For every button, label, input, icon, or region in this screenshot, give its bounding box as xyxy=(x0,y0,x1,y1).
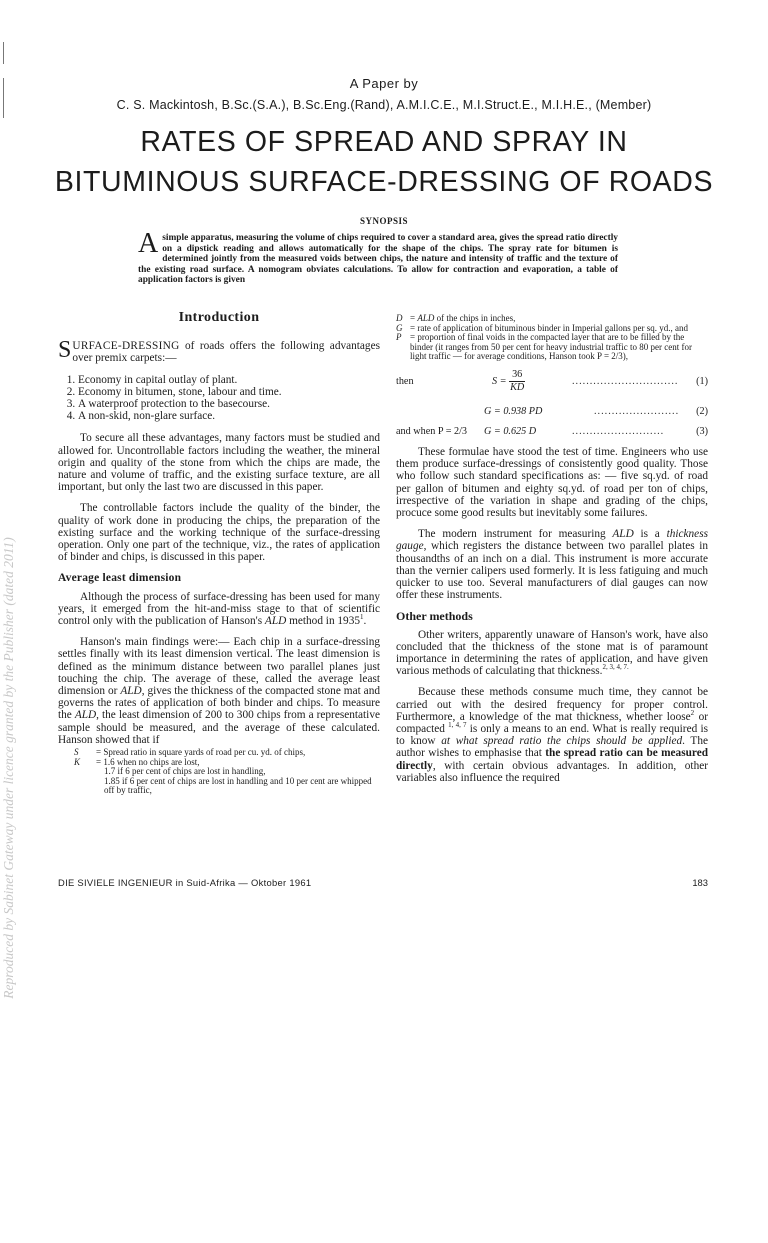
reference-marker: 1, 4, 7 xyxy=(448,721,467,730)
paragraph: These formulae have stood the test of time. Engineers who use them produce surface-dressings of consistently good quality. Those who follow such standard specifications as: — five sq.yd. of road per gallon of bitumen and eighty sq.yd. of road per ton of chips, irrespective of the variation in shape and grading of the chips, procuce some good results but inevitably some failures. xyxy=(396,445,708,519)
text-run: , with certain obvious advantages. In addition, other variables also influence the required xyxy=(396,759,708,784)
definitions-list xyxy=(396,314,708,362)
leader-dots: .......................... xyxy=(572,425,665,437)
equation-1 xyxy=(396,362,708,402)
paragraph xyxy=(58,636,380,746)
subheading-other-methods: Other methods xyxy=(396,609,473,624)
definition-continuation: 1.85 if 6 per cent of chips are lost in handling and 10 per cent are whipped off by traffic, xyxy=(104,775,372,796)
reference-marker: 2, 3, 4, 7. xyxy=(602,663,629,672)
paper-title xyxy=(0,122,768,202)
definition-symbol: D xyxy=(396,313,403,323)
drop-cap: S xyxy=(58,337,72,364)
equation-lhs: S = xyxy=(492,376,507,388)
fraction-numerator: 36 xyxy=(509,369,525,382)
text-run: . xyxy=(363,615,367,628)
paragraph: To secure all these advantages, many factors must be studied and allowed for. Uncontrollable factors including the weather, the mineral origin and quality of the stone from which the chips are made, the nature and volume of traffic, and the existing surface texture, are all important, but only the last two are discussed in this paper. xyxy=(58,432,380,494)
text-run: or compacted xyxy=(396,710,708,736)
equation-lead: then xyxy=(396,375,414,387)
text-run: The modern instrument for measuring xyxy=(418,528,613,541)
equation-lead: and when P = 2/3 xyxy=(396,425,468,437)
synopsis-body: simple apparatus, measuring the volume of chips required to cover a standard area, gives the spread ratio directly on a dipstick reading and allows automatically for the shape of the chips. The spray rate for bitumen is determined jointly from the measured voids between chips, the nature and intensity of traffic and the texture of the existing road surface. A nomogram obviates calculations. To allow for contraction and evaporation, a table of application factors is given xyxy=(138,233,618,286)
reference-marker: 1 xyxy=(360,613,364,622)
text-run: = xyxy=(410,313,418,323)
equation-number: (2) xyxy=(696,405,708,417)
author-line: C. S. Mackintosh, B.Sc.(S.A.), B.Sc.Eng.(Rand), A.M.I.C.E., M.I.Struct.E., M.I.H.E., (Member) xyxy=(116,98,652,112)
title-line-1: RATES OF SPREAD AND SPRAY IN xyxy=(140,126,628,158)
section-heading-introduction: Introduction xyxy=(178,310,260,325)
text-run: Other writers, apparently unaware of Hanson's work, have also concluded that the thickness of the stone mat is of paramount importance in determining the rates of application, and have given various methods of calculating that thickness. xyxy=(396,628,708,678)
equation-number: (3) xyxy=(696,425,708,437)
text-run: method in 1935 xyxy=(286,615,361,628)
left-column xyxy=(58,312,380,796)
text-run: , gives the thickness of the compacted stone mat and governs the rates of application of both binder and chips. To measure the xyxy=(58,685,380,722)
reference-marker: 2 xyxy=(690,709,695,718)
footer-journal: DIE SIVIELE INGENIEUR in Suid-Afrika — Oktober 1961 xyxy=(58,877,312,888)
text-run: ALD xyxy=(264,615,287,628)
text-run: ALD xyxy=(612,528,634,541)
text-run: is only a means to an end. What is really required is to know xyxy=(396,723,708,748)
text-run: Because these methods consume much time, they cannot be carried out with the desired frequency for proper control. Furthermore, a knowledge of the mat thickness, whether loose xyxy=(396,686,708,723)
intro-text: of roads offers the following advantages over premix carpets:— xyxy=(72,340,380,365)
equation-3 xyxy=(396,422,708,442)
title-line-2: BITUMINOUS SURFACE-DRESSING OF ROADS xyxy=(54,166,714,198)
text-run: the spread ratio can be measured directly xyxy=(396,747,708,772)
text-run: , which registers the distance between two parallel plates in thousandths of an inch on a dial. This instrument is more accurate than the vernier calipers used formerly. It is less fatiguing and much quicker to use too. Several manufacturers of dial gauges can now offer these instruments. xyxy=(396,540,708,602)
paragraph xyxy=(58,591,380,628)
equation-2 xyxy=(396,402,708,422)
licence-notice: Reproduced by Sabinet Gateway under licence granted by the Publisher (dated 2011) xyxy=(1,537,16,999)
text-run: Although the process of surface-dressing has been used for many years, it emerged from the hit-and-miss stage to that of scientific control only with the publication of Hanson's xyxy=(58,590,380,628)
drop-cap: A xyxy=(138,228,159,259)
text-run: is a xyxy=(633,528,667,541)
definition-text: = 1.6 when no chips are lost, xyxy=(96,756,200,767)
equation-body: G = 0.938 PD xyxy=(484,405,543,417)
paragraph: The controllable factors include the quality of the binder, the quality of work done in producing the chips, the preparation of the existing surface and the working technique of the surface-dressing operation. Only one part of the technique, viz., the rates of application of binder and chips, is discussed in this paper. xyxy=(58,502,380,564)
text-run: at what spread ratio the chips should be applied xyxy=(441,735,683,748)
paragraph xyxy=(396,686,708,784)
synopsis-text xyxy=(138,228,618,286)
definition-continuation: 1.7 if 6 per cent of chips are lost in handling, xyxy=(104,766,266,777)
list-item: 3. A waterproof protection to the basecourse. xyxy=(78,398,380,410)
synopsis-heading: SYNOPSIS xyxy=(359,216,408,226)
text-run: , the least dimension of 200 to 300 chips from a representative sample should be measured, and the average of these calculated. Hanson showed that if xyxy=(58,709,380,746)
text-run: ALD xyxy=(74,709,97,722)
leader-dots: .............................. xyxy=(572,375,679,387)
definition-symbol: K xyxy=(74,756,81,767)
list-item: 1. Economy in capital outlay of plant. xyxy=(78,374,380,386)
equation-fraction xyxy=(509,369,525,394)
definitions-list xyxy=(58,748,380,796)
text-run: . The author wishes to emphasise that xyxy=(396,735,708,760)
intro-caps: URFACE-DRESSING xyxy=(72,340,180,353)
equation-body xyxy=(462,369,572,394)
intro-paragraph xyxy=(58,337,380,365)
leader-dots: ........................ xyxy=(594,405,680,417)
paper-kicker: A Paper by xyxy=(349,76,419,91)
list-item: 2. Economy in bitumen, stone, labour and time. xyxy=(78,386,380,398)
definition-row xyxy=(396,333,708,362)
paragraph xyxy=(396,629,708,678)
definition-text: = rate of application of bituminous binder in Imperial gallons per sq. yd., and xyxy=(410,322,689,333)
definition-symbol: G xyxy=(396,322,403,333)
right-column xyxy=(396,312,708,793)
definition-symbol: S xyxy=(74,747,79,758)
text-run: ALD xyxy=(417,313,435,323)
advantages-list xyxy=(58,374,380,423)
paragraph xyxy=(396,528,708,601)
scan-edge-mark xyxy=(3,42,4,64)
text-run: Hanson's main findings were:— Each chip in a surface-dressing settles finally with its least dimension vertical. The least dimension is defined as the minimum distance between two parallel planes just touching the chip. The average of these, called the average least dimension or xyxy=(58,636,380,698)
definition-text: = proportion of final voids in the compacted layer that are to be filled by the binder (it ranges from 50 per cent for heavy industrial traffic to 80 per cent for light traffic — for average conditions, Hanson took P = 2/3), xyxy=(410,332,692,362)
definition-symbol: P xyxy=(396,332,402,343)
fraction-denominator: KD xyxy=(510,382,525,394)
text-run: ALD xyxy=(120,685,142,698)
list-item: 4. A non-skid, non-glare surface. xyxy=(78,410,380,422)
text-run: thickness gauge xyxy=(396,528,708,553)
equation-number: (1) xyxy=(696,375,708,387)
equation-body: G = 0.625 D xyxy=(484,425,537,437)
definition-text: = Spread ratio in square yards of road per cu. yd. of chips, xyxy=(96,747,306,758)
text-run: of the chips in inches, xyxy=(434,313,516,323)
page-number: 183 xyxy=(692,877,708,888)
subheading-average-least-dimension: Average least dimension xyxy=(58,572,182,585)
